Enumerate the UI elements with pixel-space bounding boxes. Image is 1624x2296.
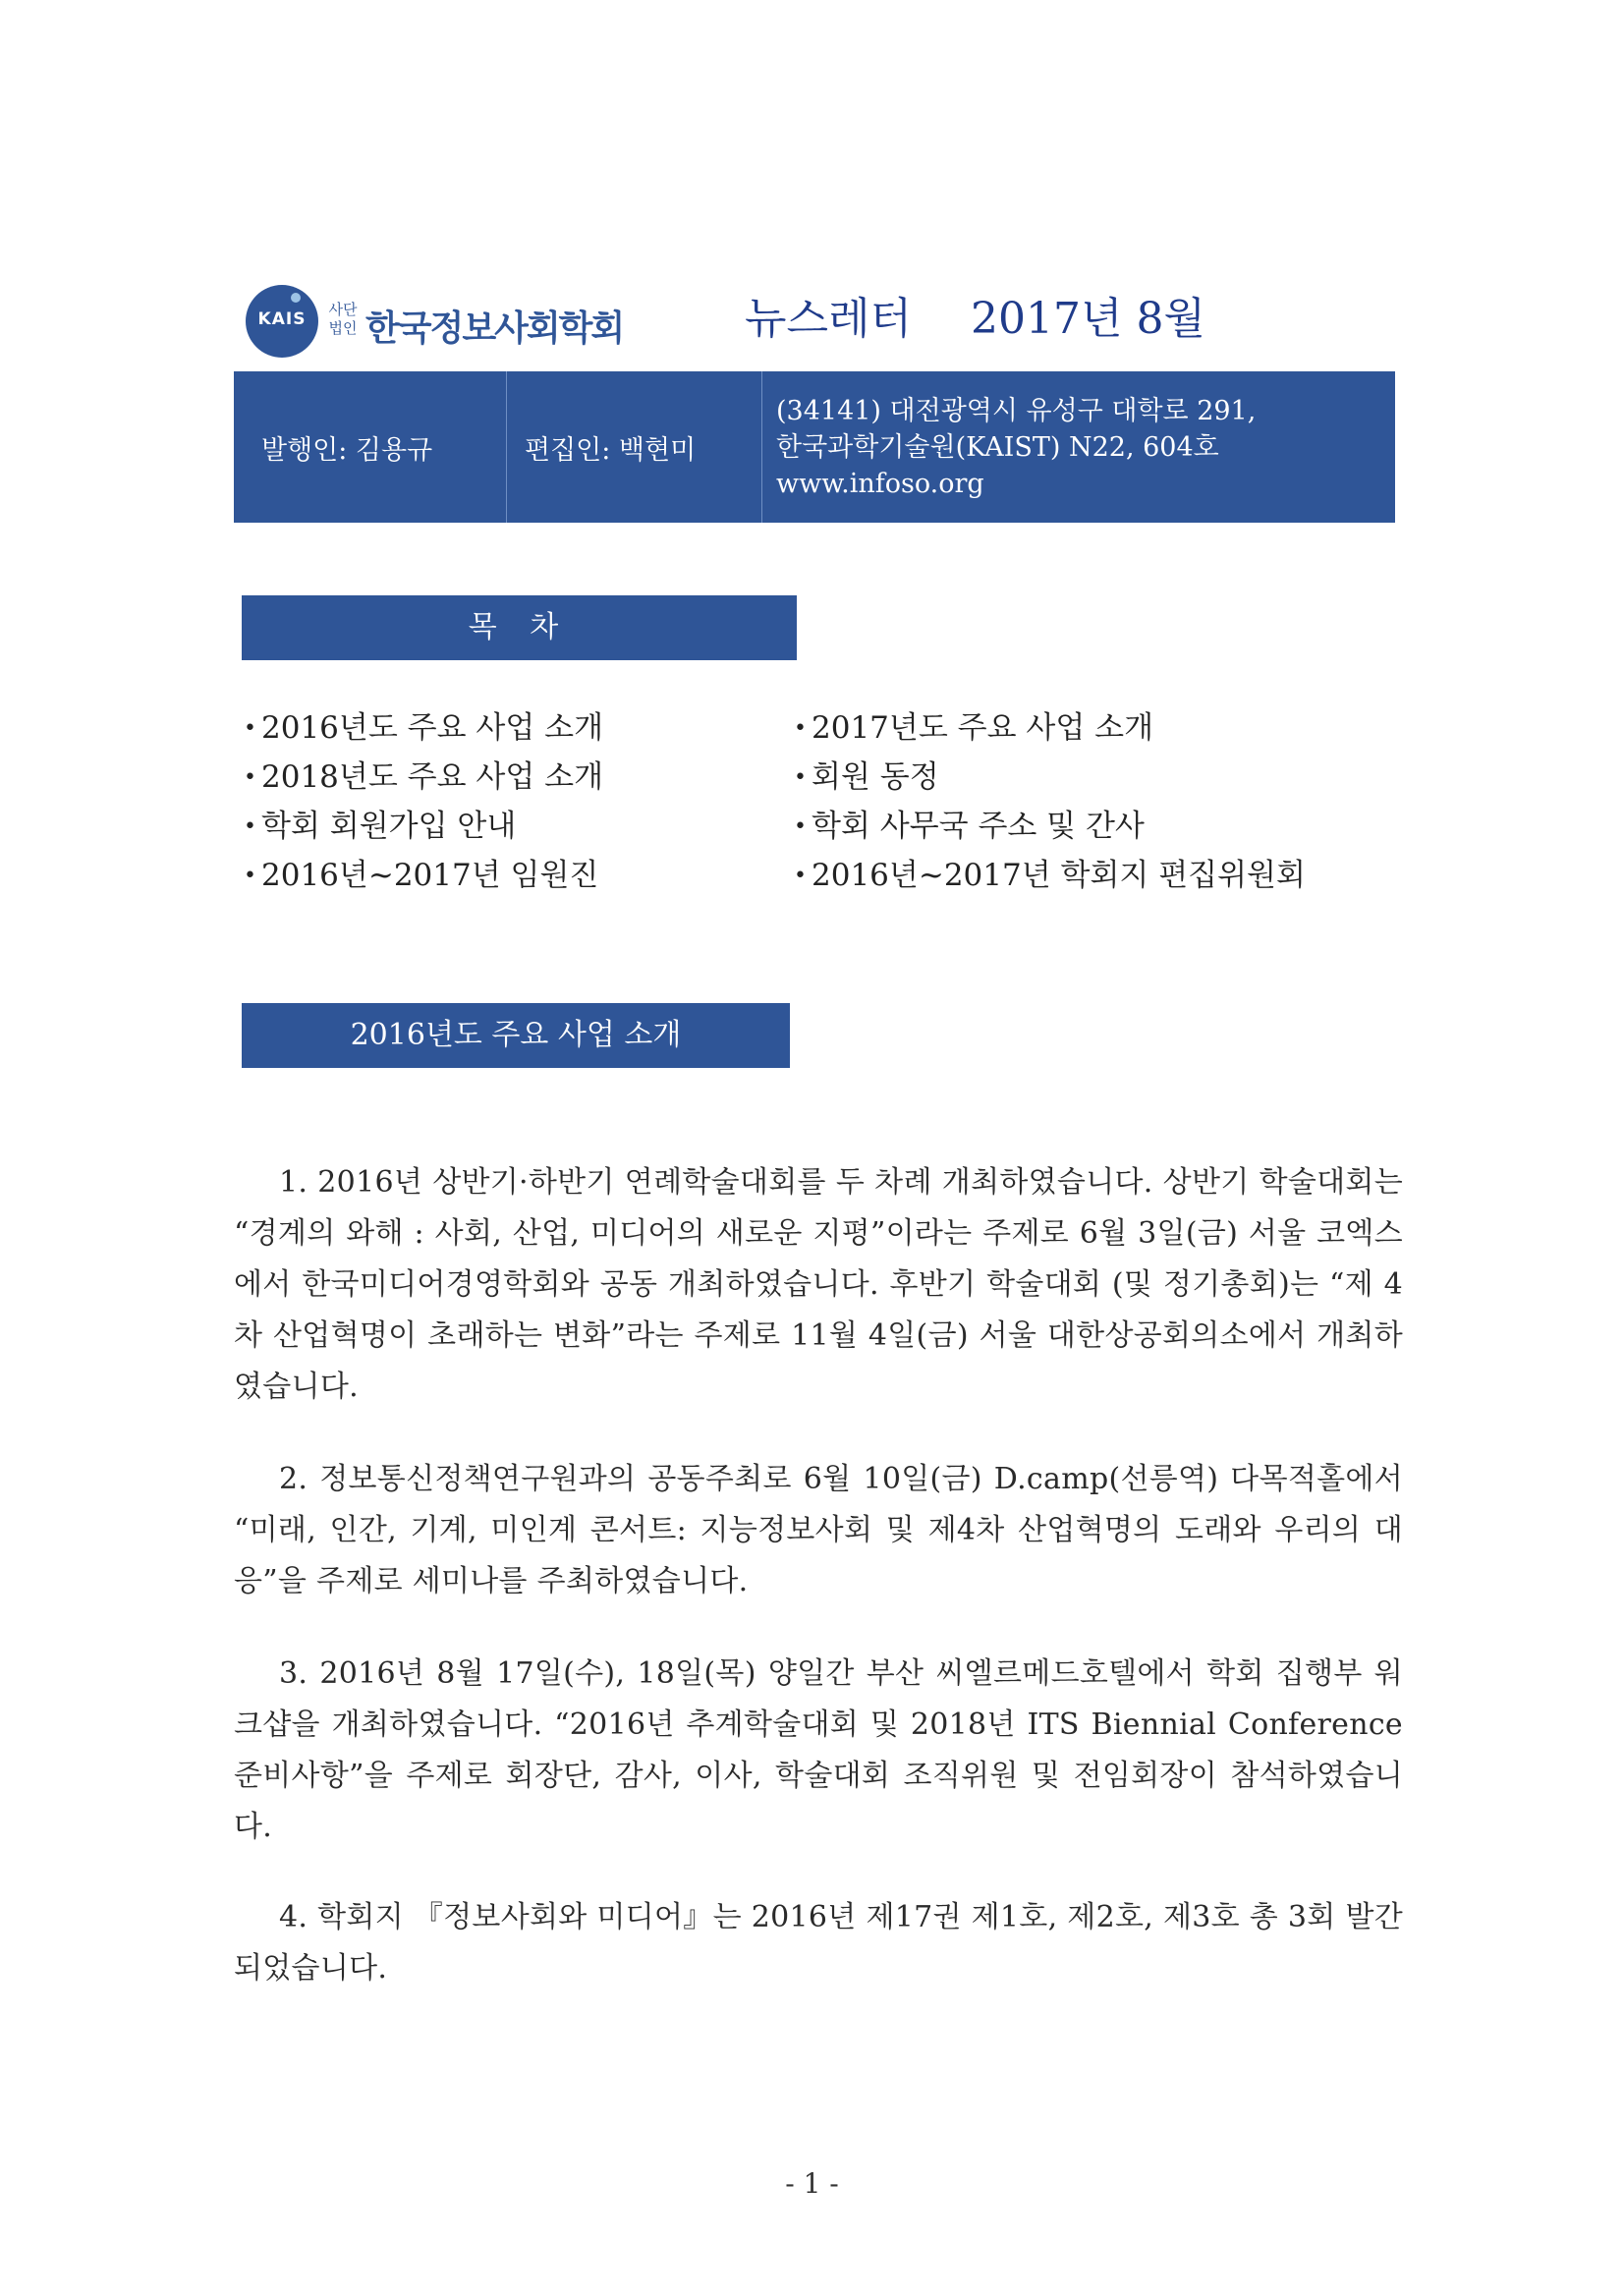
newsletter-label: 뉴스레터 xyxy=(745,294,913,344)
website-link[interactable]: www.infoso.org xyxy=(776,468,984,499)
toc-heading: 목 차 xyxy=(242,595,797,660)
paragraph-2: 2. 정보통신정책연구원과의 공동주최로 6월 10일(금) D.camp(선릉역) 다목적홀에서 “미래, 인간, 기계, 미인계 콘서트: 지능정보사회 및 제4차 산업혁명의 도래와 우리의 대응”을 주제로 세미나를 주최하였습니다. xyxy=(234,1462,1403,1598)
issue-date: 2017년 8월 xyxy=(971,294,1205,344)
society-logo xyxy=(246,283,624,362)
paragraph-1: 1. 2016년 상반기·하반기 연례학술대회를 두 차례 개최하였습니다. 상반기 학술대회는 “경계의 와해 : 사회, 산업, 미디어의 새로운 지평”이라는 주제로 6월 3일(금) 서울 코엑스에서 한국미디어경영학회와 공동 개최하였습니다. 후반기 학술대회 (및 정기총회)는 “제 4차 산업혁명이 초래하는 변화”라는 주제로 11월 4일(금) 서울 대한상공회의소에서 개최하였습니다. xyxy=(234,1165,1403,1404)
logo-abbr: KAIS xyxy=(257,309,307,329)
toc-item[interactable]: • 2016년~2017년 학회지 편집위원회 xyxy=(794,858,1306,893)
address-line-2: 한국과학기술원(KAIST) N22, 604호 xyxy=(776,431,1219,463)
address-cell xyxy=(762,371,1395,523)
editor-cell xyxy=(507,371,762,523)
paragraph-3: 3. 2016년 8월 17일(수), 18일(목) 양일간 부산 씨엘르메드호텔에서 학회 집행부 워크샵을 개최하였습니다. “2016년 추계학술대회 및 2018년 ITS Biennial Conference 준비사항”을 주제로 회장단, 감사, 이사, 학술대회 조직위원 및 전임회장이 참석하였습니다. xyxy=(234,1656,1404,1844)
address-line-1: (34141) 대전광역시 유성구 대학로 291, xyxy=(776,395,1257,426)
toc-item[interactable]: • 학회 회원가입 안내 xyxy=(244,809,517,844)
section-heading-2016: 2016년도 주요 사업 소개 xyxy=(242,1003,790,1068)
toc-item[interactable]: • 학회 사무국 주소 및 간사 xyxy=(794,809,1145,844)
kais-emblem-icon xyxy=(246,285,318,358)
toc-item[interactable]: • 회원 동정 xyxy=(794,759,939,795)
toc-item[interactable]: • 2016년도 주요 사업 소개 xyxy=(244,710,604,746)
newsletter-title xyxy=(745,283,1205,346)
page-number: - 1 - xyxy=(785,2167,839,2200)
toc-item[interactable]: • 2017년도 주요 사업 소개 xyxy=(794,710,1154,746)
table-of-contents xyxy=(244,709,1383,894)
logo-society-name: 한국정보사회학회 xyxy=(365,308,624,349)
paragraph-4: 4. 학회지 『정보사회와 미디어』는 2016년 제17권 제1호, 제2호, 제3호 총 3회 발간되었습니다. xyxy=(234,1900,1403,1986)
info-banner xyxy=(234,371,1395,523)
toc-item[interactable]: • 2018년도 주요 사업 소개 xyxy=(244,759,604,795)
logo-corporate-label: 사단 법인 xyxy=(328,301,358,337)
toc-item[interactable]: • 2016년~2017년 임원진 xyxy=(244,858,599,893)
publisher-cell xyxy=(234,371,507,523)
publisher: 발행인: 김용규 xyxy=(261,434,433,466)
editor: 편집인: 백현미 xyxy=(525,434,697,466)
